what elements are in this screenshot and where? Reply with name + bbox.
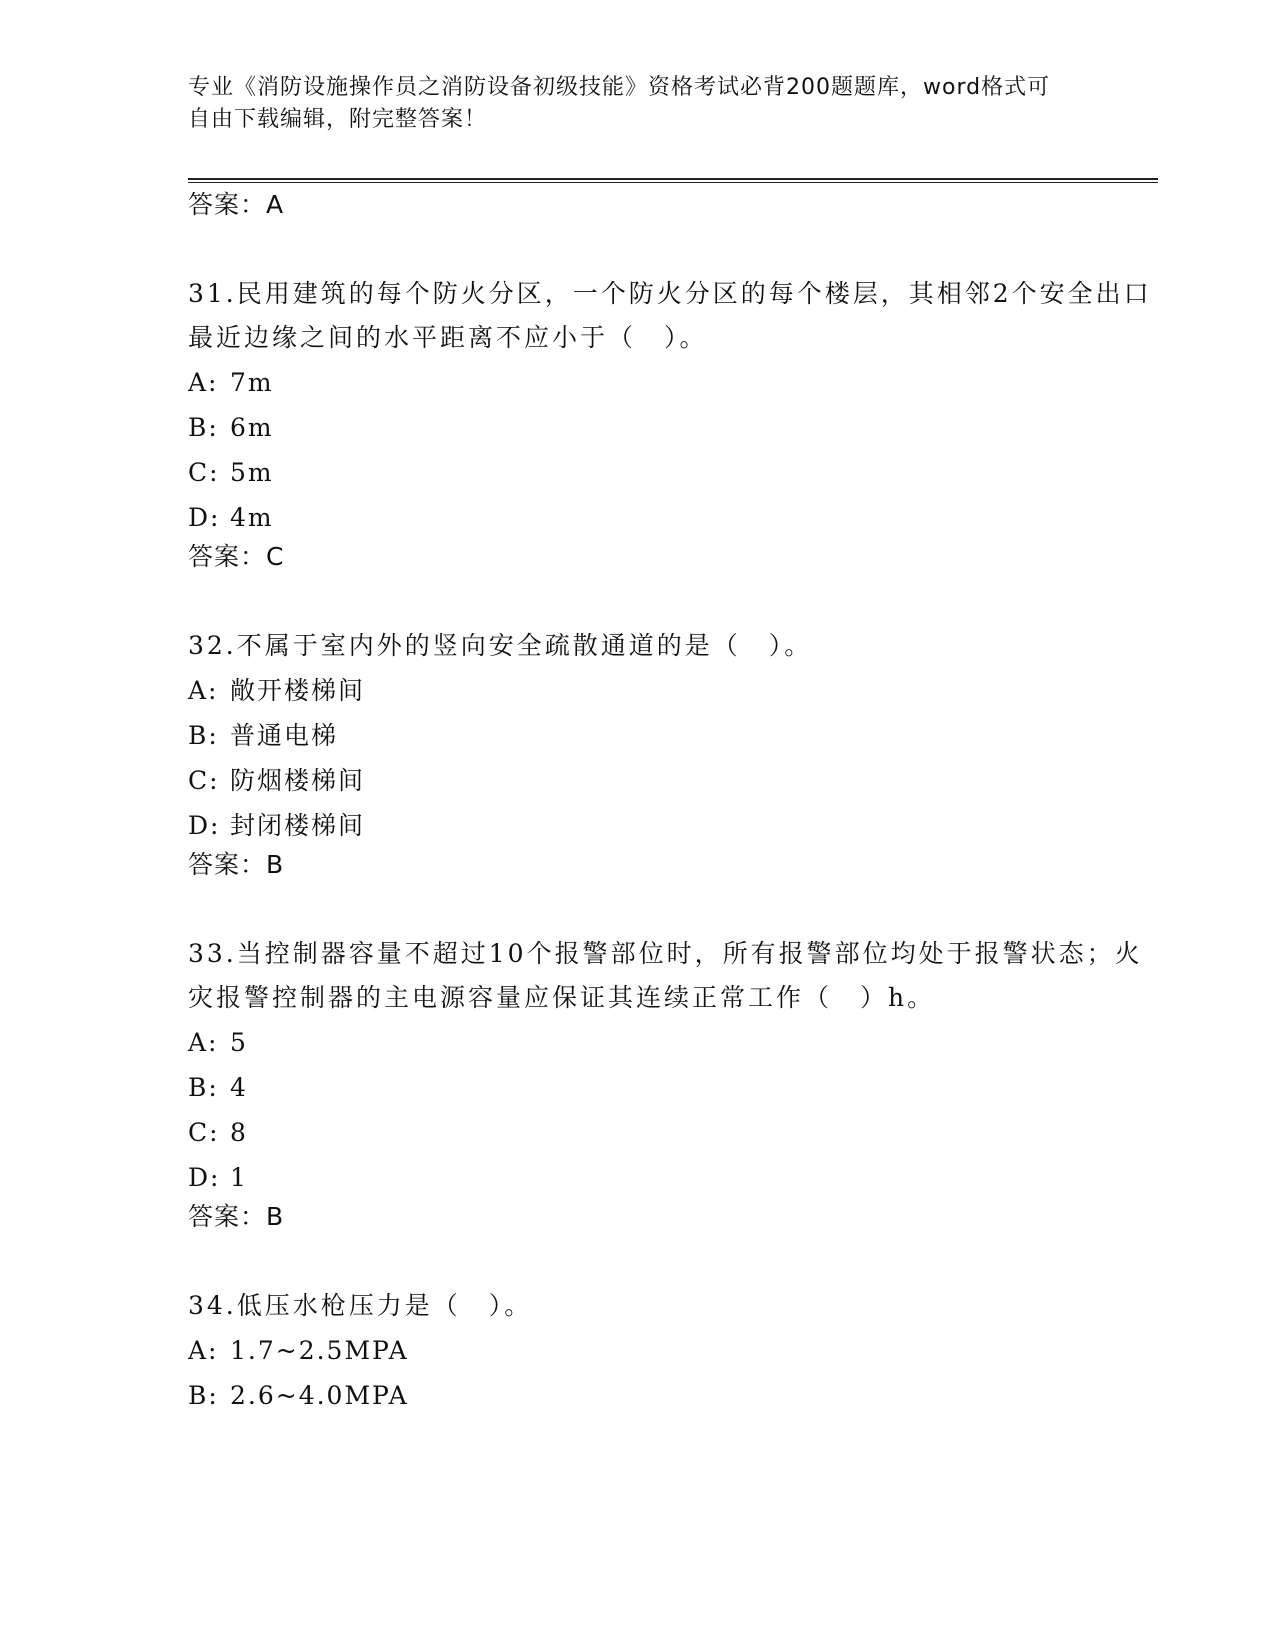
option-key: C: (188, 458, 220, 487)
option-key: B: (188, 413, 219, 442)
option-key: B: (188, 1073, 219, 1102)
option-b (188, 713, 1158, 758)
option-d (188, 1155, 1158, 1200)
answer-label: 答案：B (188, 1202, 285, 1231)
option-a (188, 1328, 1158, 1373)
option-value: 5 (230, 1028, 248, 1057)
option-a (188, 668, 1158, 713)
header-divider (188, 178, 1158, 183)
option-a (188, 1020, 1158, 1065)
option-key: C: (188, 1118, 220, 1147)
question-32 (188, 624, 1158, 880)
option-key: A: (188, 1028, 219, 1057)
option-key: D: (188, 811, 221, 840)
option-value: 5m (230, 458, 274, 487)
option-value: 4m (230, 503, 274, 532)
option-key: A: (188, 368, 219, 397)
option-key: D: (188, 503, 221, 532)
option-a (188, 360, 1158, 405)
option-c (188, 1110, 1158, 1155)
option-value: 普通电梯 (230, 721, 339, 750)
document-page (188, 72, 1158, 1410)
option-key: D: (188, 1163, 221, 1192)
option-key: A: (188, 676, 219, 705)
option-value: 1 (230, 1163, 248, 1192)
question-text: 32.不属于室内外的竖向安全疏散通道的是（ ）。 (188, 631, 813, 660)
option-key: B: (188, 1381, 219, 1410)
option-value: 1.7~2.5MPA (230, 1336, 409, 1365)
document-body (188, 190, 1158, 1418)
option-b (188, 1373, 1158, 1418)
question-34 (188, 1284, 1158, 1418)
question-text: 31.民用建筑的每个防火分区，一个防火分区的每个楼层，其相邻2个安全出口最近边缘之间的水平距离不应小于（ ）。 (188, 279, 1152, 352)
option-value: 7m (230, 368, 274, 397)
option-value: 8 (230, 1118, 248, 1147)
option-c (188, 450, 1158, 495)
option-value: 防烟楼梯间 (230, 766, 366, 795)
option-key: A: (188, 1336, 219, 1365)
option-value: 2.6~4.0MPA (230, 1381, 409, 1410)
question-text: 34.低压水枪压力是（ ）。 (188, 1291, 533, 1320)
option-key: B: (188, 721, 219, 750)
option-key: C: (188, 766, 220, 795)
option-value: 封闭楼梯间 (230, 811, 366, 840)
option-d (188, 803, 1158, 848)
option-c (188, 758, 1158, 803)
document-header: 专业《消防设施操作员之消防设备初级技能》资格考试必背200题题库，word格式可自由下载编辑，附完整答案！ (188, 75, 1051, 132)
option-d (188, 495, 1158, 540)
option-b (188, 405, 1158, 450)
answer-label: 答案：B (188, 850, 285, 879)
option-value: 6m (230, 413, 274, 442)
question-33 (188, 932, 1158, 1232)
question-31 (188, 272, 1158, 572)
option-value: 敞开楼梯间 (230, 676, 366, 705)
option-value: 4 (230, 1073, 248, 1102)
answer-label: 答案：C (188, 542, 285, 571)
option-b (188, 1065, 1158, 1110)
question-text: 33.当控制器容量不超过10个报警部位时，所有报警部位均处于报警状态；火灾报警控制器的主电源容量应保证其连续正常工作（ ）h。 (188, 939, 1143, 1012)
answer-label: 答案：A (188, 190, 285, 219)
